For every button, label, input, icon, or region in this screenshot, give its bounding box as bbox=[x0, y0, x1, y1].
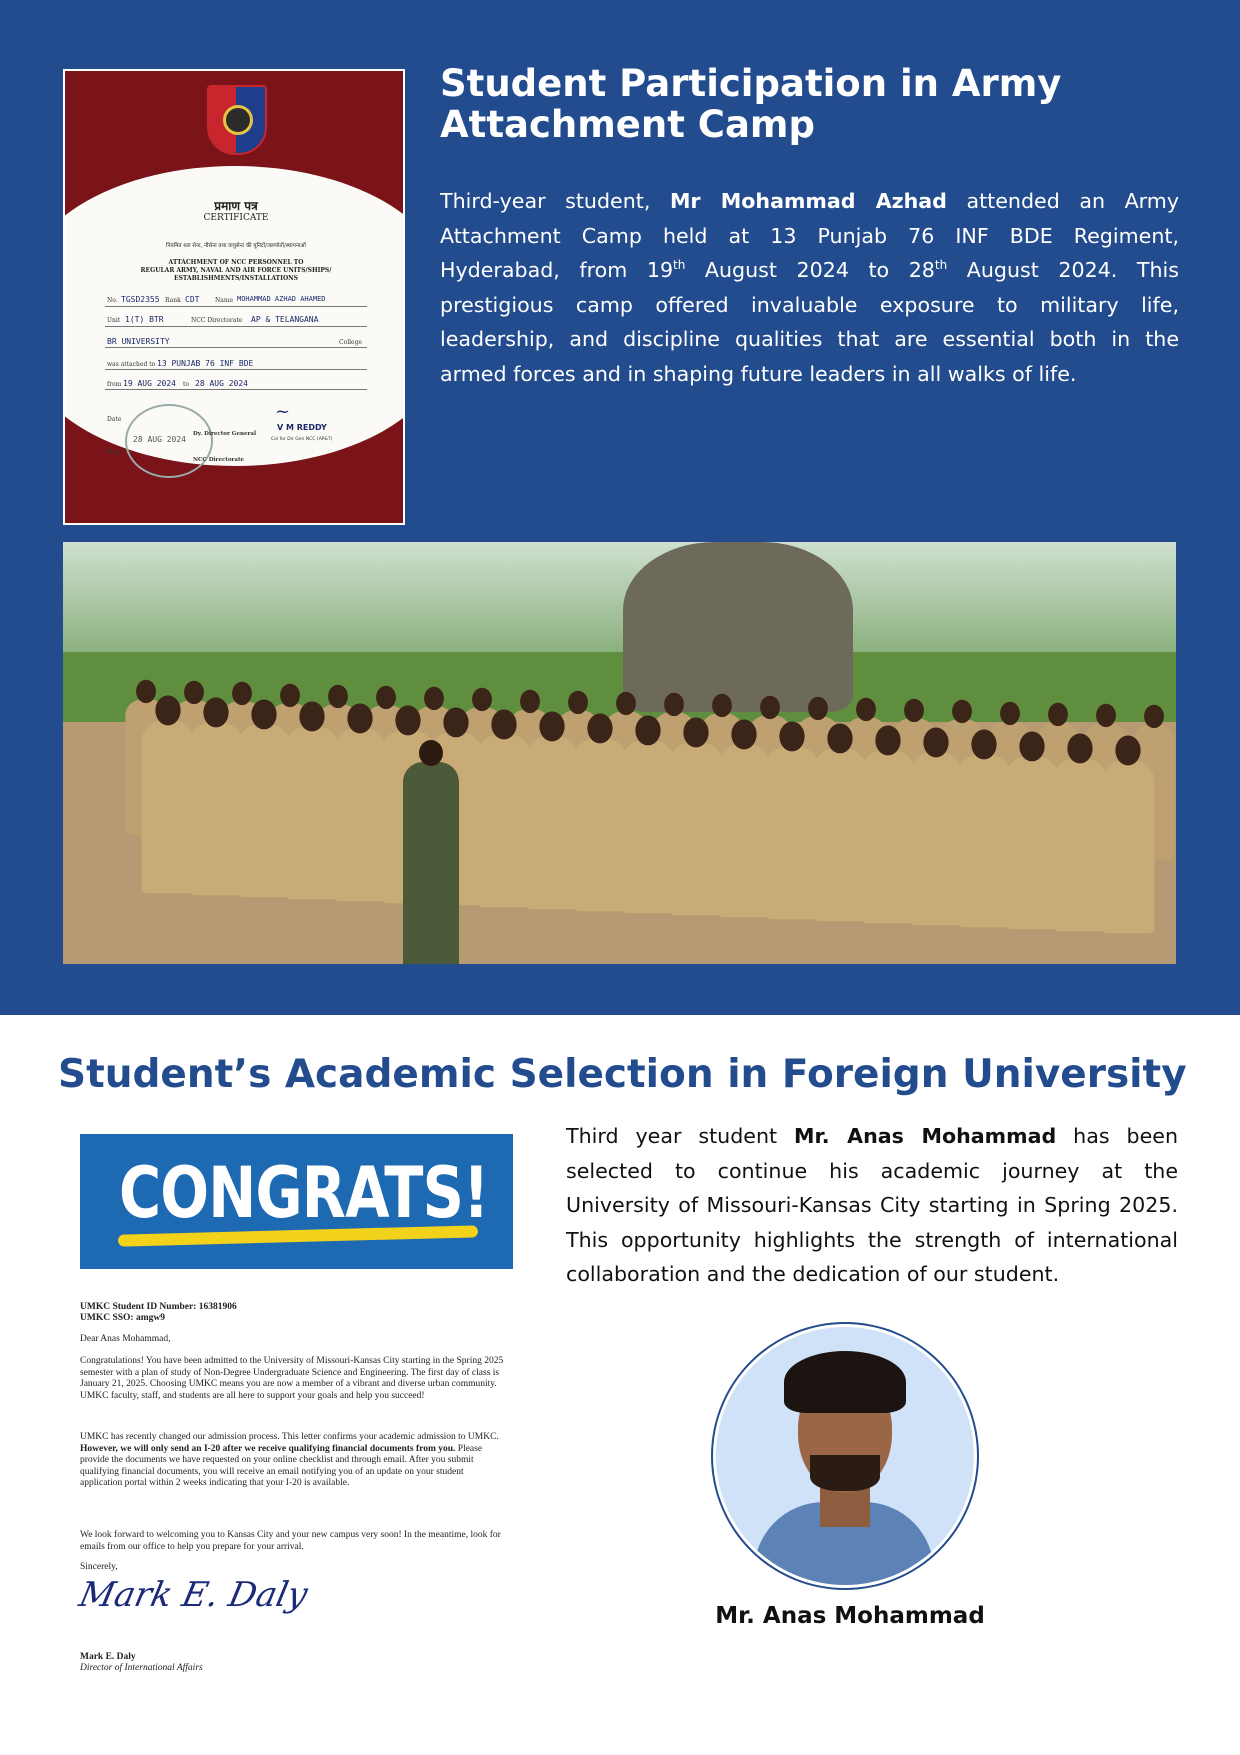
cadet-figure bbox=[814, 749, 867, 922]
cert-attached-value: 13 PUNJAB 76 INF BDE bbox=[157, 359, 254, 368]
student-portrait bbox=[713, 1324, 977, 1588]
cert-to-value: 28 AUG 2024 bbox=[195, 379, 248, 388]
cadet-figure bbox=[1054, 759, 1107, 932]
cert-dg-label2: NCC Directorate bbox=[193, 457, 245, 463]
certificate-line1: ATTACHMENT OF NCC PERSONNEL TO bbox=[168, 259, 304, 266]
certificate-title: CERTIFICATE bbox=[203, 213, 269, 223]
congrats-text: CONGRATS! bbox=[118, 1152, 489, 1234]
cadet-figure bbox=[286, 727, 339, 900]
cadets-group-photo bbox=[63, 542, 1176, 964]
cert-college-label: College bbox=[339, 339, 362, 346]
cadet-figure bbox=[670, 743, 723, 916]
cert-date-label: Date bbox=[107, 416, 122, 423]
cadet-figure bbox=[574, 739, 627, 912]
paragraph-line: prestigious camp offered invaluable exposure to military life, bbox=[440, 292, 1179, 317]
cadet-figure bbox=[334, 729, 387, 902]
letter-paragraph-1: Congratulations! You have been admitted to the University of Missouri-Kansas City starting in the Spring 2025 semester with a plan of study of Non-Degree Undergraduate Science and Engineering. The first day of class is January 21, 2025. Choosing UMKC means you are now a member of a vibrant and diverse urban community. UMKC faculty, staff, and students are all here to support your goals and help you succeed! bbox=[80, 1356, 504, 1401]
cert-attached-label: was attached to bbox=[107, 361, 156, 368]
paragraph-line: Hyderabad, from 19th August 2024 to 28th August 2024. This bbox=[440, 258, 1179, 282]
certificate-hindi-title: प्रमाण पत्र bbox=[214, 199, 258, 213]
student-portrait-caption: Mr. Anas Mohammad bbox=[715, 1603, 985, 1629]
cadet-figure bbox=[238, 725, 291, 898]
cert-unit-label: Unit bbox=[107, 317, 121, 324]
cert-rank-value: CDT bbox=[185, 295, 200, 304]
cert-from-value: 19 AUG 2024 bbox=[123, 379, 176, 388]
signature-scribble-icon: ~ bbox=[275, 401, 291, 422]
paragraph-line: This opportunity highlights the strength of international bbox=[566, 1227, 1178, 1252]
cert-dg-label: Dy. Director General bbox=[193, 431, 257, 437]
ncc-certificate-image bbox=[63, 69, 405, 525]
cadet-figure bbox=[526, 737, 579, 910]
cert-from-label: from bbox=[107, 381, 122, 388]
cadet-figure bbox=[190, 723, 243, 896]
cadet-figure bbox=[142, 721, 195, 894]
letter-greeting: Dear Anas Mohammad, bbox=[80, 1334, 171, 1344]
paragraph-line: armed forces and in shaping future leaders in all walks of life. bbox=[440, 361, 1077, 386]
paragraph-line: Attachment Camp held at 13 Punjab 76 INF BDE Regiment, bbox=[440, 223, 1179, 248]
letter-signer-name: Mark E. Daly bbox=[80, 1652, 136, 1662]
paragraph-line: Third-year student, Mr Mohammad Azhad attended an Army bbox=[440, 189, 1180, 213]
paragraph-line: collaboration and the dedication of our student. bbox=[566, 1262, 1060, 1286]
army-camp-description bbox=[440, 184, 1179, 391]
cert-name-value: MOHAMMAD AZHAD AHAMED bbox=[237, 295, 326, 303]
paragraph-line: Third year student Mr. Anas Mohammad has been bbox=[566, 1124, 1178, 1148]
paragraph-line: University of Missouri-Kansas City starting in Spring 2025. bbox=[566, 1193, 1178, 1217]
congrats-banner bbox=[80, 1134, 513, 1269]
ncc-emblem-icon bbox=[207, 85, 267, 155]
letter-paragraph-3: We look forward to welcoming you to Kansas City and your new campus very soon! In the meantime, look for emails from our office to help you prepare for your arrival. bbox=[80, 1530, 501, 1552]
cadet-figure bbox=[622, 741, 675, 914]
umkc-admission-letter bbox=[75, 1130, 518, 1690]
cadet-figure bbox=[958, 755, 1011, 928]
cert-signer: V M REDDY bbox=[277, 423, 327, 432]
cert-directorate-value: AP & TELANGANA bbox=[251, 315, 319, 324]
letter-signer-title: Director of International Affairs bbox=[80, 1663, 203, 1673]
cert-to-label: to bbox=[183, 381, 190, 388]
certificate-line2: REGULAR ARMY, NAVAL AND AIR FORCE UNITS/SHIPS/ bbox=[140, 267, 332, 274]
cadet-figure bbox=[718, 745, 771, 918]
letter-id-line: UMKC Student ID Number: 16381906 bbox=[80, 1302, 237, 1312]
certificate-line3: ESTABLISHMENTS/INSTALLATIONS bbox=[174, 275, 298, 282]
letter-sso-line: UMKC SSO: amgw9 bbox=[80, 1313, 165, 1323]
cadet-figure bbox=[766, 747, 819, 920]
cadet-figure bbox=[910, 753, 963, 926]
letter-closing: Sincerely, bbox=[80, 1562, 118, 1572]
army-camp-title: Student Participation in Army Attachment Camp bbox=[440, 62, 1062, 146]
cert-signer-role: Col for Dir Gen NCC (AP&T) bbox=[271, 437, 333, 442]
cadet-figure bbox=[1102, 761, 1155, 934]
foreign-university-description bbox=[566, 1119, 1178, 1292]
cert-stamp-date: 28 AUG 2024 bbox=[133, 435, 186, 444]
cert-unit-value: 1(T) BTR bbox=[125, 315, 164, 324]
cert-name-label: Name bbox=[215, 297, 234, 304]
tree-icon bbox=[623, 542, 853, 712]
cadet-figure bbox=[1006, 757, 1059, 930]
foreign-university-title: Student’s Academic Selection in Foreign University bbox=[58, 1052, 1187, 1097]
instructor-figure bbox=[403, 762, 459, 964]
cert-rank-label: Rank bbox=[165, 297, 181, 304]
cadet-figure bbox=[862, 751, 915, 924]
cert-place-label: Place bbox=[107, 449, 124, 456]
cert-directorate-label: NCC Directorate bbox=[191, 317, 243, 324]
handwritten-signature: Mark E. Daly bbox=[75, 1575, 312, 1615]
cert-no-value: TGSD2355 bbox=[121, 295, 160, 304]
paragraph-line: leadership, and discipline qualities that are essential both in the bbox=[440, 327, 1179, 351]
cadet-figure bbox=[478, 735, 531, 908]
certificate-hindi-line: नियमित थल सेना, नौसेना तथा वायुसेना की यूनिटों/जलपोतों/स्थापनाओं bbox=[166, 243, 306, 249]
paragraph-line: selected to continue his academic journey at the bbox=[566, 1158, 1178, 1183]
letter-paragraph-2: UMKC has recently changed our admission process. This letter confirms your academic admission to UMKC. However, we will only send an I-20 after we receive qualifying financial documents from you. Please provide the documents we have requested on your online checklist and through email. After you submit qualifying financial documents, you will receive an email notifying you of an update on your student application portal within 2 weeks indicating that your I-20 is available. bbox=[80, 1432, 499, 1488]
cert-college-value: BR UNIVERSITY bbox=[107, 337, 170, 346]
cert-no-label: No. bbox=[107, 297, 118, 304]
